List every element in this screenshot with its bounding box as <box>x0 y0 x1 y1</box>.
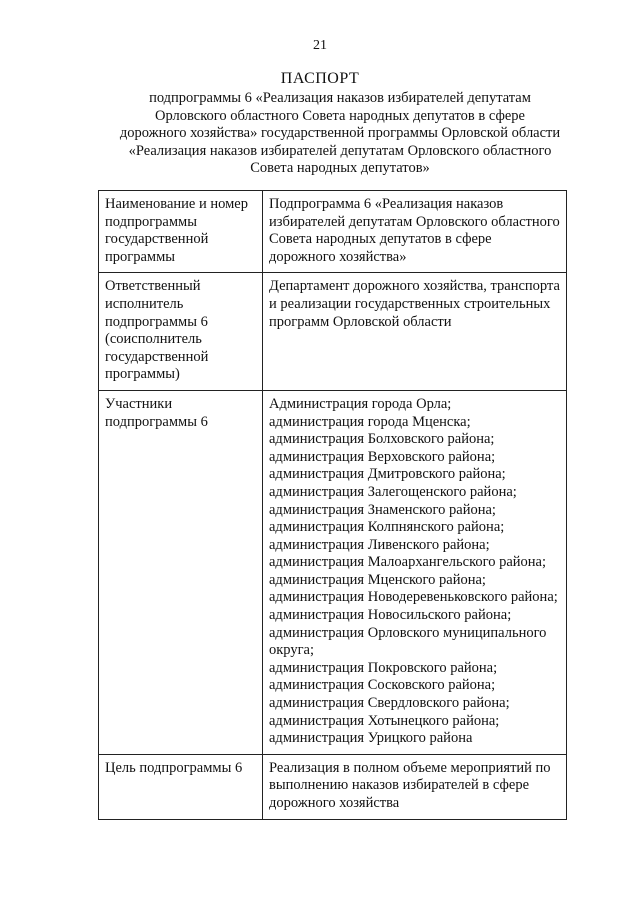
subtitle-line: дорожного хозяйства» государственной программы Орловской области <box>119 125 561 142</box>
value-line: Реализация в полном объеме мероприятий по выполнению наказов избирателей в сфере дорожного хозяйства <box>269 759 551 811</box>
row-label-goal: Цель подпрограммы 6 <box>99 754 263 819</box>
row-label-name: Наименование и номер подпрограммы государственной программы <box>99 191 263 273</box>
participant-item: администрация Урицкого района <box>269 730 473 747</box>
participant-item: администрация города Мценска; <box>269 413 471 430</box>
participant-item: администрация Орловского муниципального округа; <box>269 624 547 659</box>
participant-item: администрация Хотынецкого района; <box>269 712 500 729</box>
value-line: Подпрограмма 6 «Реализация наказов избирателей депутатам Орловского областного Совета народных депутатов в сфере дорожного хозяйства» <box>269 196 560 265</box>
participant-item: администрация Верховского района; <box>269 448 496 465</box>
row-label-executor: Ответственный исполнитель подпрограммы 6 (соисполнитель государственной программы) <box>99 273 263 391</box>
document-title: ПАСПОРТ <box>280 70 360 87</box>
subtitle-line: Орловского областного Совета народных депутатов в сфере <box>154 107 525 124</box>
participant-item: администрация Ливенского района; <box>269 536 490 553</box>
row-value-executor <box>263 273 567 391</box>
participant-item: администрация Знаменского района; <box>269 501 496 518</box>
participant-item: администрация Свердловского района; <box>269 695 510 712</box>
participant-item: администрация Мценского района; <box>269 571 486 588</box>
participant-item: Администрация города Орла; <box>269 395 452 412</box>
row-value-participants <box>263 390 567 754</box>
row-label-participants: Участники подпрограммы 6 <box>99 390 263 754</box>
subtitle-line: Совета народных депутатов» <box>250 160 430 177</box>
subtitle-line: подпрограммы 6 «Реализация наказов избирателей депутатам <box>149 90 531 106</box>
participant-item: администрация Новосильского района; <box>269 607 512 624</box>
participant-item: администрация Сосковского района; <box>269 677 496 694</box>
participant-item: администрация Малоархангельского района; <box>269 554 547 571</box>
page-number: 21 <box>313 38 327 53</box>
participant-item: администрация Покровского района; <box>269 659 498 676</box>
participant-item: администрация Залегощенского района; <box>269 483 517 500</box>
document-subtitle <box>60 90 620 178</box>
value-line: Департамент дорожного хозяйства, транспорта и реализации государственных строительных программ Орловской области <box>269 278 560 330</box>
table-row <box>99 754 567 819</box>
table-row <box>99 390 567 754</box>
subtitle-line: «Реализация наказов избирателей депутатам Орловского областного <box>128 142 552 159</box>
participant-item: администрация Колпнянского района; <box>269 519 505 536</box>
row-value-goal <box>263 754 567 819</box>
participant-item: администрация Болховского района; <box>269 431 495 448</box>
table-row <box>99 273 567 391</box>
participant-item: администрация Новодеревеньковского района; <box>269 589 558 606</box>
passport-table <box>98 190 567 820</box>
participant-item: администрация Дмитровского района; <box>269 466 506 483</box>
row-value-name <box>263 191 567 273</box>
table-row <box>99 191 567 273</box>
